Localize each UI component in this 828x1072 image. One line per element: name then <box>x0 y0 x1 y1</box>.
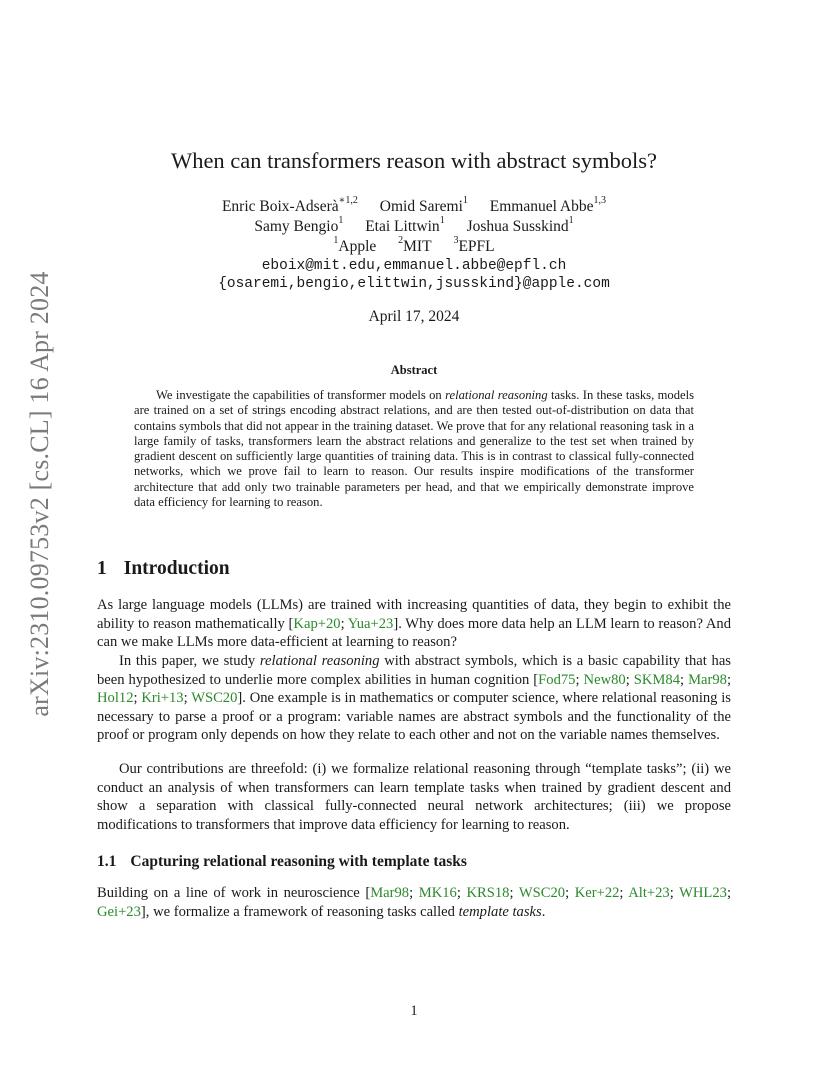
citation-link[interactable]: WHL23 <box>679 885 727 901</box>
page-number: 1 <box>410 1003 418 1019</box>
citation-link[interactable]: KRS18 <box>466 885 510 901</box>
citation-link[interactable]: Gei+23 <box>97 903 141 920</box>
email-line-1[interactable]: eboix@mit.edu,emmanuel.abbe@epfl.ch <box>261 258 567 274</box>
citation-link[interactable]: Yua+23 <box>347 615 394 632</box>
subsection-heading: 1.1 Capturing relational reasoning with template tasks <box>97 853 467 870</box>
citation-link[interactable]: WSC20 <box>518 885 566 901</box>
citation-link[interactable]: Kri+13 <box>141 690 184 706</box>
paragraph: As large language models (LLMs) are trained with increasing quantities of data, they begin to exhibit the ability to reason mathematically [Kap+20; Yua+23]. Why does more data help an LLM learn to reason? And can we make LLMs more data-efficient at learning to reason? <box>97 597 731 650</box>
author: Omid Saremi$^1$ <box>379 194 468 215</box>
affiliation: $^1$Apple <box>333 234 377 255</box>
paragraph: In this paper, we study relational reasoning with abstract symbols, which is a basic capability that has been hypothesized to underlie more complex abilities in human cognition [Fod75; New80; SKM84; Mar98; Hol12; Kri+13; WSC20]. One example is in mathematics or computer science, where relational reasoning is necessary to parse a proof or a program: variable names are abstract symbols and the functionality of the proof or program only depends on how they relate to each other and not on the variable names themselves. <box>97 653 732 743</box>
section-heading: 1 Introduction <box>97 558 230 579</box>
arxiv-stamp: arXiv:2310.09753v2 [cs.CL] 16 Apr 2024 <box>25 271 54 717</box>
citation-link[interactable]: SKM84 <box>633 671 680 688</box>
paper-title: When can transformers reason with abstract symbols? <box>170 148 658 173</box>
abstract-heading: Abstract <box>390 363 438 377</box>
author-line-2 <box>0 214 828 237</box>
paragraph: Our contributions are threefold: (i) we formalize relational reasoning through “template tasks”; (ii) we conduct an analysis of when transformers can learn template tasks when trained by gradient descent and show a separation with classical fully-connected neural network architectures; (iii) we propose modifications to transformers that improve data efficiency for learning to reason. <box>97 761 731 833</box>
date: April 17, 2024 <box>368 308 460 325</box>
citation-link[interactable]: Ker+22 <box>574 885 620 901</box>
citation-link[interactable]: Alt+23 <box>628 885 670 901</box>
email-line-2[interactable]: {osaremi,bengio,elittwin,jsusskind}@apple.com <box>218 276 610 292</box>
citation-link[interactable]: Fod75 <box>538 671 576 688</box>
author: Emmanuel Abbe$^{1,3}$ <box>489 194 607 215</box>
citation-link[interactable]: Mar98 <box>370 885 410 901</box>
affiliation: $^2$MIT <box>398 234 432 255</box>
author: Samy Bengio$^1$ <box>254 214 344 235</box>
author: Joshua Susskind$^1$ <box>466 214 574 235</box>
citation-link[interactable]: MK16 <box>418 885 457 901</box>
paragraph: Building on a line of work in neuroscience [Mar98; MK16; KRS18; WSC20; Ker+22; Alt+23; WHL23; Gei+23], we formalize a framework of reasoning tasks called template tasks. <box>97 885 731 920</box>
affiliations <box>0 234 828 257</box>
citation-link[interactable]: Hol12 <box>97 690 134 706</box>
citation-link[interactable]: New80 <box>583 671 626 688</box>
author-line-1 <box>0 194 828 217</box>
citation-link[interactable]: Mar98 <box>688 671 727 688</box>
affiliation: $^3$EPFL <box>453 234 495 255</box>
author: Enric Boix-Adserà$^{∗1,2}$ <box>221 194 358 215</box>
author: Etai Littwin$^1$ <box>365 214 445 235</box>
citation-link[interactable]: WSC20 <box>191 690 238 706</box>
citation-link[interactable]: Kap+20 <box>293 615 341 632</box>
abstract-text: We investigate the capabilities of transformer models on relational reasoning tasks. In these tasks, models are trained on a set of strings encoding abstract relations, and are then tested out-of-distribution on data that contains symbols that did not appear in the training dataset. We prove that for any relational reasoning task in a large family of tasks, transformers learn the abstract relations and generalize to the test set when trained by gradient descent on sufficiently large quantities of training data. This is in contrast to classical fully-connected networks, which we prove fail to learn to reason. Our results inspire modifications of the transformer architecture that add only two trainable parameters per head, and that we empirically demonstrate improve data efficiency for learning to reason. <box>134 388 695 510</box>
